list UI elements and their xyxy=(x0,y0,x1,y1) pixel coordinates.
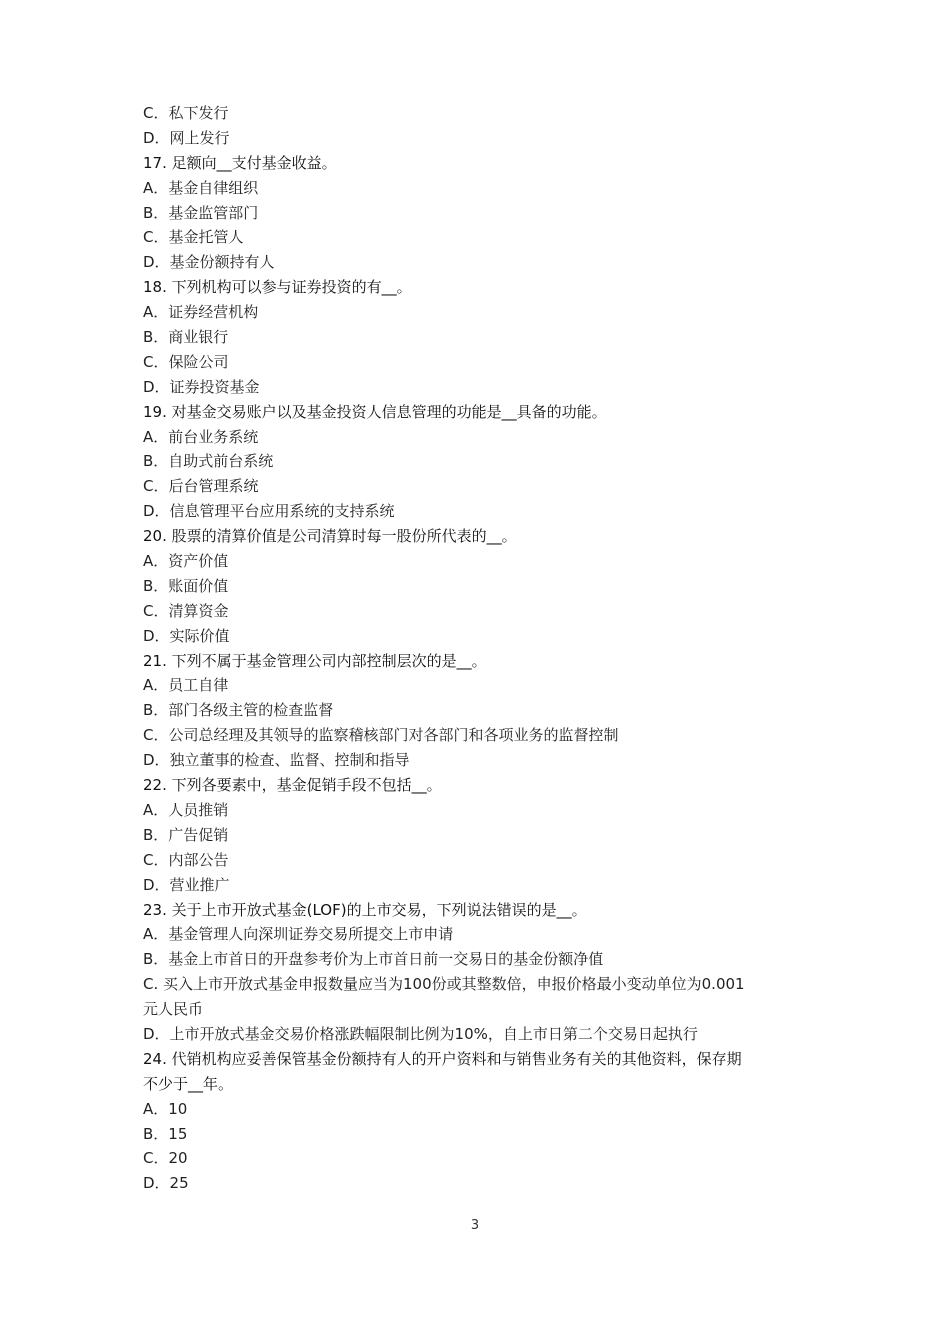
option-text: D．独立董事的检查、监督、控制和指导 xyxy=(143,751,410,770)
option-text: C．后台管理系统 xyxy=(143,477,259,496)
option-text: A．人员推销 xyxy=(143,800,229,819)
option-text: 元人民币 xyxy=(143,1000,204,1019)
option-text: B．自助式前台系统 xyxy=(143,452,274,471)
question-text: 18. 下列机构可以参与证券投资的有__。 xyxy=(143,278,412,297)
option-text: A．10 xyxy=(143,1099,188,1118)
question-text: 22. 下列各要素中，基金促销手段不包括__。 xyxy=(143,776,442,795)
option-text: B．15 xyxy=(143,1124,188,1143)
question-text: 20. 股票的清算价值是公司清算时每一股份所代表的__。 xyxy=(143,527,517,546)
option-text: B．商业银行 xyxy=(143,328,229,347)
option-text: A．证券经营机构 xyxy=(143,303,259,322)
question-text: 19. 对基金交易账户以及基金投资人信息管理的功能是__具备的功能。 xyxy=(143,402,607,421)
option-text: D．上市开放式基金交易价格涨跌幅限制比例为10%，自上市日第二个交易日起执行 xyxy=(143,1024,698,1043)
option-text: D．25 xyxy=(143,1174,189,1193)
option-text: D．信息管理平台应用系统的支持系统 xyxy=(143,502,395,521)
option-text: C. 买入上市开放式基金申报数量应当为100份或其整数倍，申报价格最小变动单位为0.001 xyxy=(143,975,745,994)
question-text: 17. 足额向__支付基金收益。 xyxy=(143,153,337,172)
question-list xyxy=(143,101,813,1196)
option-text: A．员工自律 xyxy=(143,676,229,695)
option-text: D．网上发行 xyxy=(143,128,230,147)
option-text: C．清算资金 xyxy=(143,601,229,620)
option-text: A．前台业务系统 xyxy=(143,427,259,446)
option-text: B．账面价值 xyxy=(143,576,229,595)
option-text: A．基金自律组织 xyxy=(143,178,259,197)
question-text: 21. 下列不属于基金管理公司内部控制层次的是__。 xyxy=(143,651,487,670)
option-text: C．20 xyxy=(143,1149,188,1168)
option-text: D．证券投资基金 xyxy=(143,377,260,396)
option-text: B．基金监管部门 xyxy=(143,203,259,222)
option-text: C．公司总经理及其领导的监察稽核部门对各部门和各项业务的监督控制 xyxy=(143,726,619,745)
option-text: A．基金管理人向深圳证券交易所提交上市申请 xyxy=(143,925,454,944)
question-text: 不少于__年。 xyxy=(143,1074,234,1093)
option-text: D．实际价值 xyxy=(143,626,230,645)
option-text: C．基金托管人 xyxy=(143,228,244,247)
question-text: 23. 关于上市开放式基金(LOF)的上市交易，下列说法错误的是__。 xyxy=(143,900,587,919)
question-text: 24. 代销机构应妥善保管基金份额持有人的开户资料和与销售业务有关的其他资料，保存期 xyxy=(143,1049,742,1068)
option-text: A．资产价值 xyxy=(143,552,229,571)
option-text: C．内部公告 xyxy=(143,850,229,869)
option-text: D．基金份额持有人 xyxy=(143,253,275,272)
option-text: C．私下发行 xyxy=(143,104,229,122)
option-text: B．部门各级主管的检查监督 xyxy=(143,701,334,720)
option-text: B．基金上市首日的开盘参考价为上市首日前一交易日的基金份额净值 xyxy=(143,950,604,969)
option-text: D．营业推广 xyxy=(143,875,230,894)
option-text: C．保险公司 xyxy=(143,352,229,371)
option-text: B．广告促销 xyxy=(143,825,229,844)
page-number: 3 xyxy=(470,1218,480,1233)
